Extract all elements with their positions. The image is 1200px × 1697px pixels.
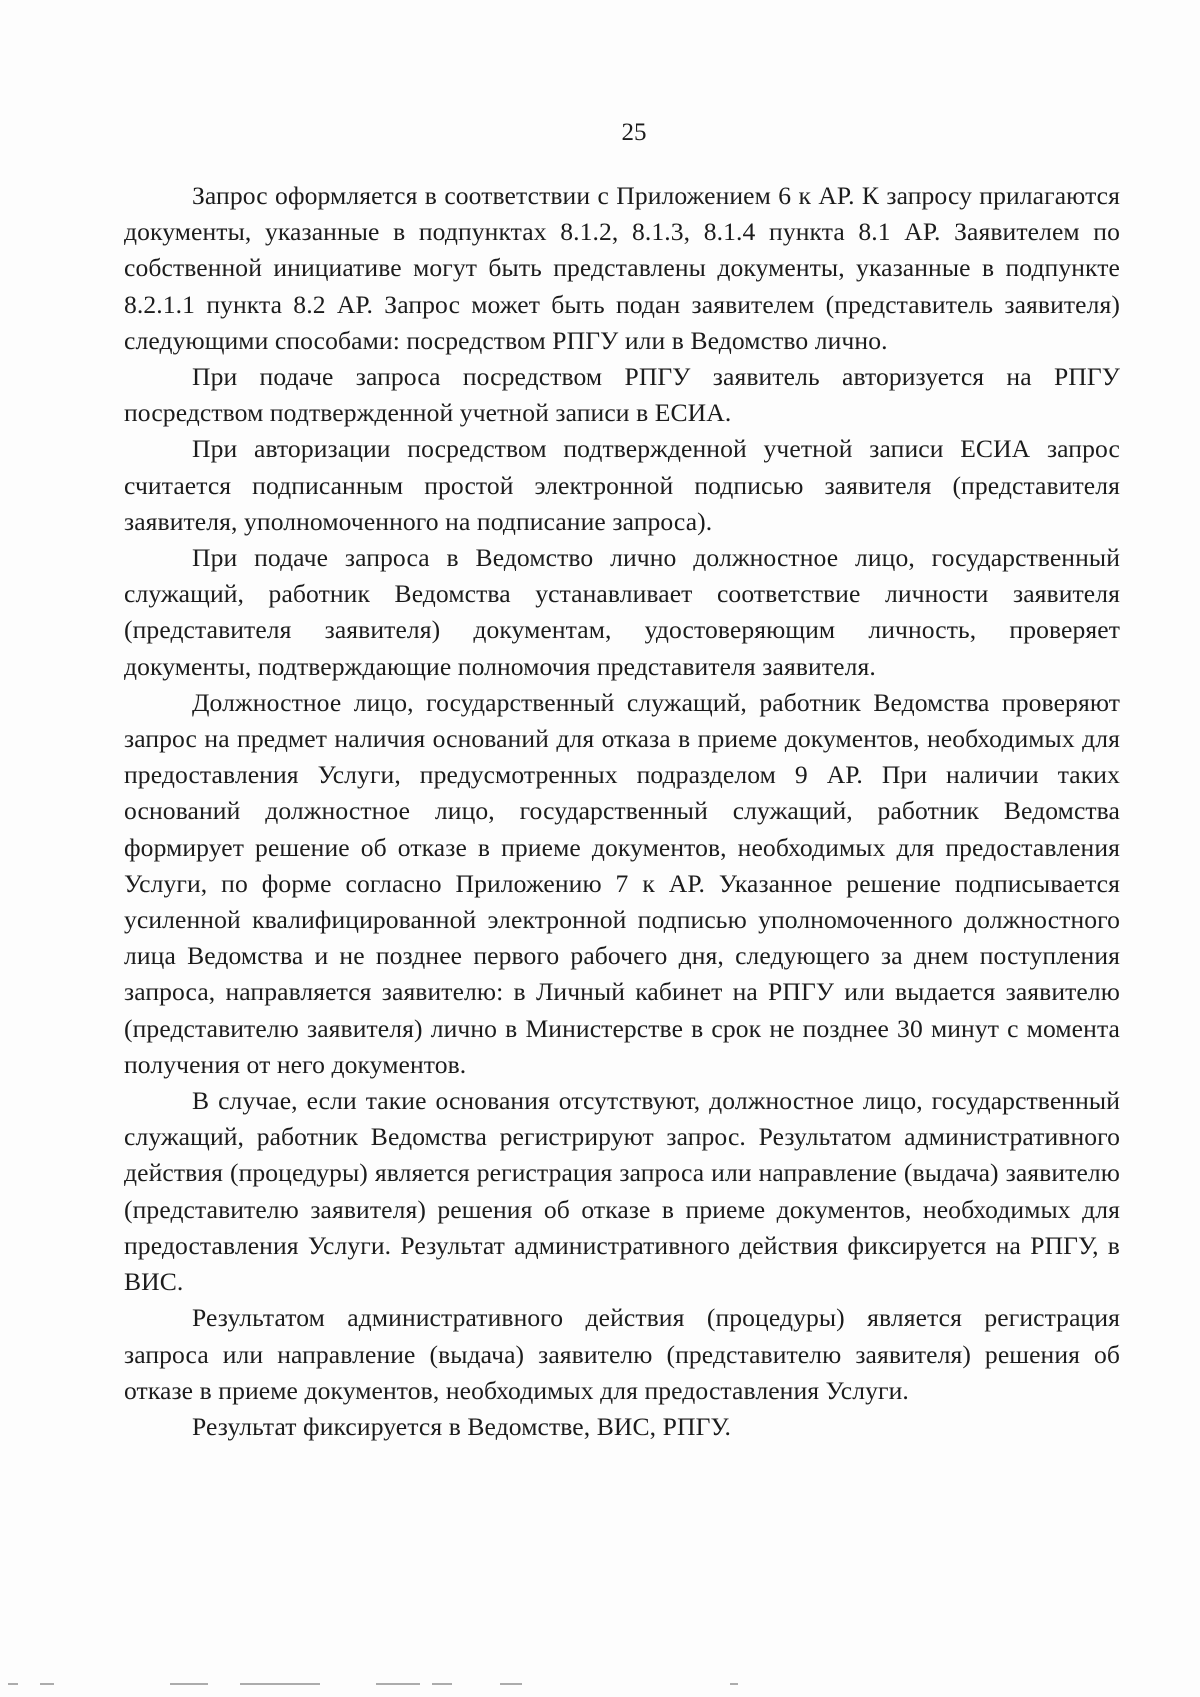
paragraph-refusal-grounds-check: Должностное лицо, государственный служащий, работник Ведомства проверяют запрос на предмет наличия оснований для отказа в приеме документов, необходимых для предоставления Услуги, предусмотренных подразделом 9 АР. При наличии таких оснований должностное лицо, государственный служащий, работник Ведомства формирует решение об отказе в приеме документов, необходимых для предоставления Услуги, по форме согласно Приложению 7 к АР. Указанное решение подписывается усиленной квалифицированной электронной подписью уполномоченного должностного лица Ведомства и не позднее первого рабочего дня, следующего за днем поступления запроса, направляется заявителю: в Личный кабинет на РПГУ или выдается заявителю (представителю заявителя) лично в Министерстве в срок не позднее 30 минут с момента получения от него документов. <box>124 687 1120 1079</box>
paragraph-request-registration: В случае, если такие основания отсутствуют, должностное лицо, государственный служащий, работник Ведомства регистрируют запрос. Результатом административного действия (процедуры) является регистрация запроса или направление (выдача) заявителю (представителю заявителя) решения об отказе в приеме документов, необходимых для предоставления Услуги. Результат административного действия фиксируется на РПГУ, в ВИС. <box>124 1086 1120 1297</box>
paragraph-in-person-submission: При подаче запроса в Ведомство лично должностное лицо, государственный служащий, работник Ведомства устанавливает соответствие личности заявителя (представителя заявителя) документам, удостоверяющим личность, проверяет документы, подтверждающие полномочия представителя заявителя. <box>124 543 1120 681</box>
document-body <box>124 178 1120 1445</box>
paragraph-action-result: Результатом административного действия (процедуры) является регистрация запроса или направление (выдача) заявителю (представителю заявителя) решения об отказе в приеме документов, необходимых для предоставления Услуги. <box>124 1303 1120 1405</box>
paragraph-esia-signature: При авторизации посредством подтвержденной учетной записи ЕСИА запрос считается подписанным простой электронной подписью заявителя (представителя заявителя, уполномоченного на подписание запроса). <box>124 434 1120 536</box>
paragraph-request-submission: Запрос оформляется в соответствии с Приложением 6 к АР. К запросу прилагаются документы, указанные в подпунктах 8.1.2, 8.1.3, 8.1.4 пункта 8.1 АР. Заявителем по собственной инициативе могут быть представлены документы, указанные в подпункте 8.2.1.1 пункта 8.2 АР. Запрос может быть подан заявителем (представитель заявителя) следующими способами: посредством РПГУ или в Ведомство лично. <box>124 181 1120 355</box>
page-number: 25 <box>621 119 647 146</box>
paragraph-result-recording: Результат фиксируется в Ведомстве, ВИС, РПГУ. <box>192 1411 732 1441</box>
paragraph-rpgu-authorization: При подаче запроса посредством РПГУ заявитель авторизуется на РПГУ посредством подтвержденной учетной записи в ЕСИА. <box>124 362 1120 428</box>
scan-edge-marks <box>0 1683 1200 1689</box>
